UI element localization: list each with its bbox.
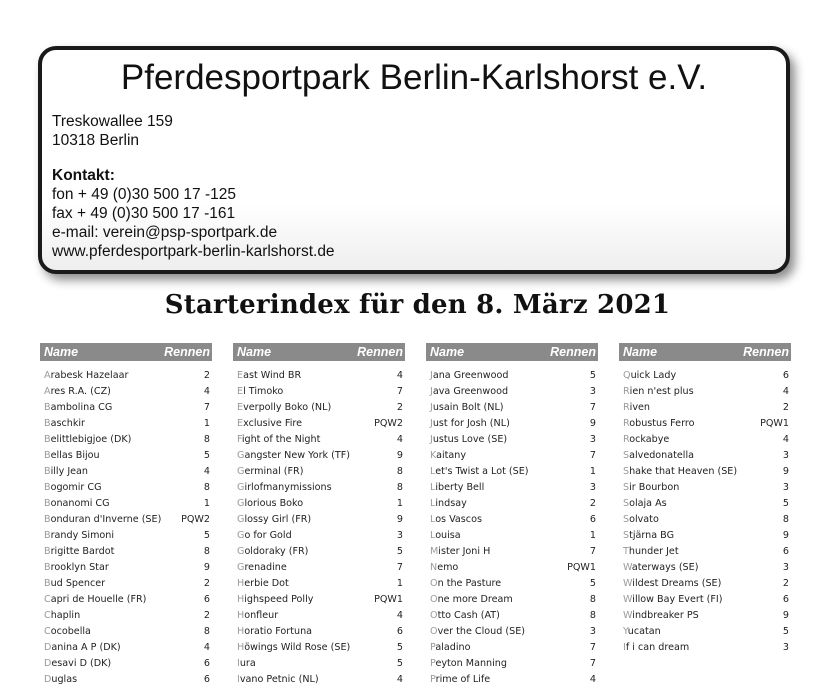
horse-name: Bogomir CG [44, 481, 102, 493]
horse-name: El Timoko [237, 385, 284, 397]
race-number: 2 [782, 401, 789, 413]
horse-name: Willow Bay Evert (FI) [623, 593, 723, 605]
horse-name: Solvato [623, 513, 659, 525]
table-row [40, 671, 212, 687]
table-row [40, 575, 212, 591]
table-row [233, 383, 405, 399]
horse-name: Highspeed Polly [237, 593, 314, 605]
table-row [619, 399, 791, 415]
race-number: 9 [782, 465, 789, 477]
horse-name: East Wind BR [237, 369, 302, 381]
race-number: 8 [589, 609, 596, 621]
index-column [40, 343, 212, 687]
horse-name: Liberty Bell [430, 481, 485, 493]
race-number: 5 [203, 529, 210, 541]
race-number: 4 [396, 369, 403, 381]
horse-name: Yucatan [623, 625, 661, 637]
table-row [619, 559, 791, 575]
horse-name: Stjärna BG [623, 529, 675, 541]
race-number: 7 [589, 657, 596, 669]
race-number: 1 [589, 465, 596, 477]
table-row [619, 527, 791, 543]
race-number: 7 [396, 385, 403, 397]
horse-name: Duglas [44, 673, 78, 685]
horse-name: Ares R.A. (CZ) [44, 385, 111, 397]
table-row [233, 431, 405, 447]
horse-name: Baschkir [44, 417, 85, 429]
table-row [426, 623, 598, 639]
horse-name: Solaja As [623, 497, 667, 509]
table-row [426, 607, 598, 623]
race-number: 3 [589, 433, 596, 445]
horse-name: Capri de Houelle (FR) [44, 593, 147, 605]
table-row [426, 527, 598, 543]
table-row [426, 639, 598, 655]
race-number: 2 [782, 577, 789, 589]
horse-name: Lindsay [430, 497, 467, 509]
table-row [233, 623, 405, 639]
horse-name: Germinal (FR) [237, 465, 304, 477]
table-row [426, 591, 598, 607]
table-row [233, 447, 405, 463]
org-title: Pferdesportpark Berlin-Karlshorst e.V. [120, 58, 708, 97]
horse-name: Chaplin [44, 609, 81, 621]
horse-name: Herbie Dot [237, 577, 289, 589]
race-number: 3 [782, 481, 789, 493]
horse-name: Riven [623, 401, 650, 413]
horse-name: Honfleur [237, 609, 279, 621]
horse-name: Louisa [430, 529, 461, 541]
name-header: Name [430, 345, 465, 359]
race-number: 5 [203, 449, 210, 461]
phone: fon + 49 (0)30 500 17 -125 [52, 186, 236, 203]
race-number: 4 [396, 609, 403, 621]
index-column [426, 343, 598, 687]
race-number: 5 [396, 545, 403, 557]
race-number: 7 [589, 545, 596, 557]
race-number: 8 [203, 545, 210, 557]
table-row [619, 447, 791, 463]
table-row [40, 639, 212, 655]
race-number: 4 [203, 385, 210, 397]
table-row [233, 575, 405, 591]
horse-name: Everpolly Boko (NL) [237, 401, 332, 413]
table-row [40, 527, 212, 543]
table-row [426, 399, 598, 415]
table-row [426, 447, 598, 463]
table-row [233, 527, 405, 543]
table-row [426, 575, 598, 591]
horse-name: Desavi D (DK) [44, 657, 112, 669]
horse-name: One more Dream [430, 593, 513, 605]
race-number: 2 [203, 369, 210, 381]
race-number: PQW1 [567, 561, 596, 573]
race-number: 6 [782, 545, 789, 557]
table-row [619, 623, 791, 639]
table-row [426, 655, 598, 671]
race-number: 8 [203, 433, 210, 445]
index-column [619, 343, 791, 655]
horse-name: Thunder Jet [623, 545, 679, 557]
table-row [40, 623, 212, 639]
table-row [40, 607, 212, 623]
horse-name: Jusain Bolt (NL) [430, 401, 504, 413]
horse-name: Quick Lady [623, 369, 677, 381]
race-number: 9 [203, 561, 210, 573]
horse-name: Girlofmanymissions [237, 481, 332, 493]
race-number: 9 [396, 513, 403, 525]
horse-name: Rien n'est plus [623, 385, 694, 397]
table-row [426, 367, 598, 383]
horse-name: Shake that Heaven (SE) [623, 465, 738, 477]
contact-box [38, 46, 790, 274]
table-row [40, 399, 212, 415]
race-number: 6 [203, 593, 210, 605]
table-row [233, 543, 405, 559]
table-row [619, 607, 791, 623]
race-number: 3 [782, 561, 789, 573]
table-row [426, 431, 598, 447]
race-number: 8 [203, 481, 210, 493]
race-number: 7 [396, 561, 403, 573]
horse-name: Ivano Petnic (NL) [237, 673, 319, 685]
race-number: 5 [782, 497, 789, 509]
horse-name: Bud Spencer [44, 577, 106, 589]
race-number: 9 [396, 449, 403, 461]
race-number: 2 [203, 577, 210, 589]
table-row [40, 655, 212, 671]
race-number: 7 [203, 401, 210, 413]
race-number: 6 [203, 673, 210, 685]
horse-name: Windbreaker PS [623, 609, 699, 621]
horse-name: Belittlebigjoe (DK) [44, 433, 132, 445]
race-number: 4 [203, 465, 210, 477]
horse-name: Billy Jean [44, 465, 89, 477]
table-row [233, 511, 405, 527]
table-row [40, 367, 212, 383]
horse-name: Nemo [430, 561, 459, 573]
race-number: 8 [589, 593, 596, 605]
horse-name: On the Pasture [430, 577, 502, 589]
horse-name: Arabesk Hazelaar [44, 369, 129, 381]
race-number: 1 [203, 417, 210, 429]
horse-name: Bellas Bijou [44, 449, 100, 461]
race-number: PQW2 [374, 417, 403, 429]
horse-name: Horatio Fortuna [237, 625, 313, 637]
horse-name: Brigitte Bardot [44, 545, 115, 557]
race-number: 4 [782, 433, 789, 445]
race-number: 6 [782, 593, 789, 605]
table-row [233, 415, 405, 431]
race-number: 7 [589, 401, 596, 413]
race-number: 3 [782, 449, 789, 461]
horse-name: Danina A P (DK) [44, 641, 121, 653]
race-number: 5 [589, 369, 596, 381]
race-number: 8 [782, 513, 789, 525]
table-row [40, 463, 212, 479]
race-header: Rennen [550, 345, 596, 359]
table-row [426, 479, 598, 495]
table-row [233, 367, 405, 383]
race-number: 9 [782, 529, 789, 541]
table-row [233, 591, 405, 607]
column-header [40, 343, 212, 361]
horse-name: Just for Josh (NL) [430, 417, 510, 429]
name-header: Name [44, 345, 79, 359]
table-row [426, 463, 598, 479]
race-number: 1 [589, 529, 596, 541]
horse-name: Gangster New York (TF) [237, 449, 350, 461]
race-header: Rennen [743, 345, 789, 359]
race-number: 3 [589, 481, 596, 493]
race-number: 4 [396, 673, 403, 685]
horse-name: Grenadine [237, 561, 287, 573]
race-number: 5 [396, 657, 403, 669]
race-number: 5 [589, 577, 596, 589]
race-number: 8 [203, 625, 210, 637]
contact-block [52, 166, 335, 261]
horse-name: Fight of the Night [237, 433, 321, 445]
street: Treskowallee 159 [52, 113, 173, 130]
horse-name: Paladino [430, 641, 471, 653]
horse-name: Justus Love (SE) [430, 433, 508, 445]
horse-name: Mister Joni H [430, 545, 491, 557]
table-row [426, 671, 598, 687]
horse-name: Brooklyn Star [44, 561, 109, 573]
horse-name: Goldoraky (FR) [237, 545, 309, 557]
race-number: 1 [396, 497, 403, 509]
horse-name: Salvedonatella [623, 449, 695, 461]
table-row [233, 495, 405, 511]
horse-name: Exclusive Fire [237, 417, 303, 429]
horse-name: Let's Twist a Lot (SE) [430, 465, 529, 477]
table-row [233, 671, 405, 687]
table-row [426, 415, 598, 431]
table-row [619, 575, 791, 591]
race-header: Rennen [357, 345, 403, 359]
race-number: PQW2 [181, 513, 210, 525]
contact-label: Kontakt: [52, 167, 115, 184]
table-row [426, 383, 598, 399]
horse-name: Glorious Boko [237, 497, 304, 509]
race-number: 9 [782, 609, 789, 621]
table-row [40, 447, 212, 463]
table-row [40, 431, 212, 447]
table-row [619, 463, 791, 479]
address-block [52, 112, 173, 150]
horse-name: Go for Gold [237, 529, 292, 541]
table-row [233, 399, 405, 415]
table-row [619, 383, 791, 399]
table-row [619, 511, 791, 527]
starter-index-title: Starterindex für den 8. März 2021 [164, 290, 671, 320]
name-header: Name [623, 345, 658, 359]
table-row [40, 383, 212, 399]
horse-name: Otto Cash (AT) [430, 609, 500, 621]
horse-name: Robustus Ferro [623, 417, 695, 429]
table-row [233, 463, 405, 479]
race-number: 7 [589, 449, 596, 461]
horse-name: Wildest Dreams (SE) [623, 577, 722, 589]
table-row [619, 639, 791, 655]
race-number: 4 [396, 433, 403, 445]
horse-name: Over the Cloud (SE) [430, 625, 526, 637]
table-row [40, 415, 212, 431]
table-row [233, 607, 405, 623]
race-number: 4 [589, 673, 596, 685]
horse-name: Kaitany [430, 449, 467, 461]
fax: fax + 49 (0)30 500 17 -161 [52, 205, 236, 222]
horse-name: Iura [237, 657, 256, 669]
race-number: 4 [203, 641, 210, 653]
table-row [233, 639, 405, 655]
horse-name: Glossy Girl (FR) [237, 513, 312, 525]
race-number: 3 [589, 625, 596, 637]
horse-name: Brandy Simoni [44, 529, 115, 541]
race-number: 5 [782, 625, 789, 637]
horse-name: Jana Greenwood [430, 369, 509, 381]
table-row [40, 591, 212, 607]
race-number: PQW1 [760, 417, 789, 429]
race-number: 6 [589, 513, 596, 525]
horse-name: Java Greenwood [430, 385, 509, 397]
website: www.pferdesportpark-berlin-karlshorst.de [52, 243, 335, 260]
table-row [619, 431, 791, 447]
table-row [233, 479, 405, 495]
race-number: 2 [396, 401, 403, 413]
horse-name: Waterways (SE) [623, 561, 699, 573]
table-row [619, 543, 791, 559]
table-row [426, 495, 598, 511]
table-row [426, 543, 598, 559]
table-row [40, 559, 212, 575]
table-row [426, 511, 598, 527]
table-row [40, 511, 212, 527]
race-header: Rennen [164, 345, 210, 359]
table-row [619, 495, 791, 511]
horse-name: Höwings Wild Rose (SE) [237, 641, 351, 653]
race-number: 1 [203, 497, 210, 509]
race-number: 6 [396, 625, 403, 637]
table-row [426, 559, 598, 575]
horse-name: Los Vascos [430, 513, 482, 525]
horse-name: Sir Bourbon [623, 481, 680, 493]
horse-name: Bonanomi CG [44, 497, 110, 509]
race-number: 3 [396, 529, 403, 541]
race-number: 3 [782, 641, 789, 653]
table-row [619, 415, 791, 431]
race-number: 3 [589, 385, 596, 397]
table-row [40, 495, 212, 511]
race-number: 5 [396, 641, 403, 653]
horse-name: Rockabye [623, 433, 670, 445]
race-number: 9 [589, 417, 596, 429]
horse-name: Bonduran d'Inverne (SE) [44, 513, 162, 525]
column-header [426, 343, 598, 361]
horse-name: Peyton Manning [430, 657, 507, 669]
email: e-mail: verein@psp-sportpark.de [52, 224, 278, 241]
table-row [619, 367, 791, 383]
column-header [233, 343, 405, 361]
column-header [619, 343, 791, 361]
race-number: 6 [203, 657, 210, 669]
race-number: 6 [782, 369, 789, 381]
race-number: 2 [589, 497, 596, 509]
horse-name: If i can dream [623, 641, 690, 653]
horse-name: Bambolina CG [44, 401, 113, 413]
race-number: 2 [203, 609, 210, 621]
race-number: 4 [782, 385, 789, 397]
race-number: 8 [396, 465, 403, 477]
horse-name: Cocobella [44, 625, 91, 637]
race-number: 8 [396, 481, 403, 493]
name-header: Name [237, 345, 272, 359]
horse-name: Prime of Life [430, 673, 491, 685]
table-row [40, 479, 212, 495]
race-number: 7 [589, 641, 596, 653]
city: 10318 Berlin [52, 132, 140, 149]
race-number: PQW1 [374, 593, 403, 605]
table-row [233, 655, 405, 671]
table-row [619, 479, 791, 495]
table-row [619, 591, 791, 607]
index-column [233, 343, 405, 687]
table-row [40, 543, 212, 559]
race-number: 1 [396, 577, 403, 589]
table-row [233, 559, 405, 575]
